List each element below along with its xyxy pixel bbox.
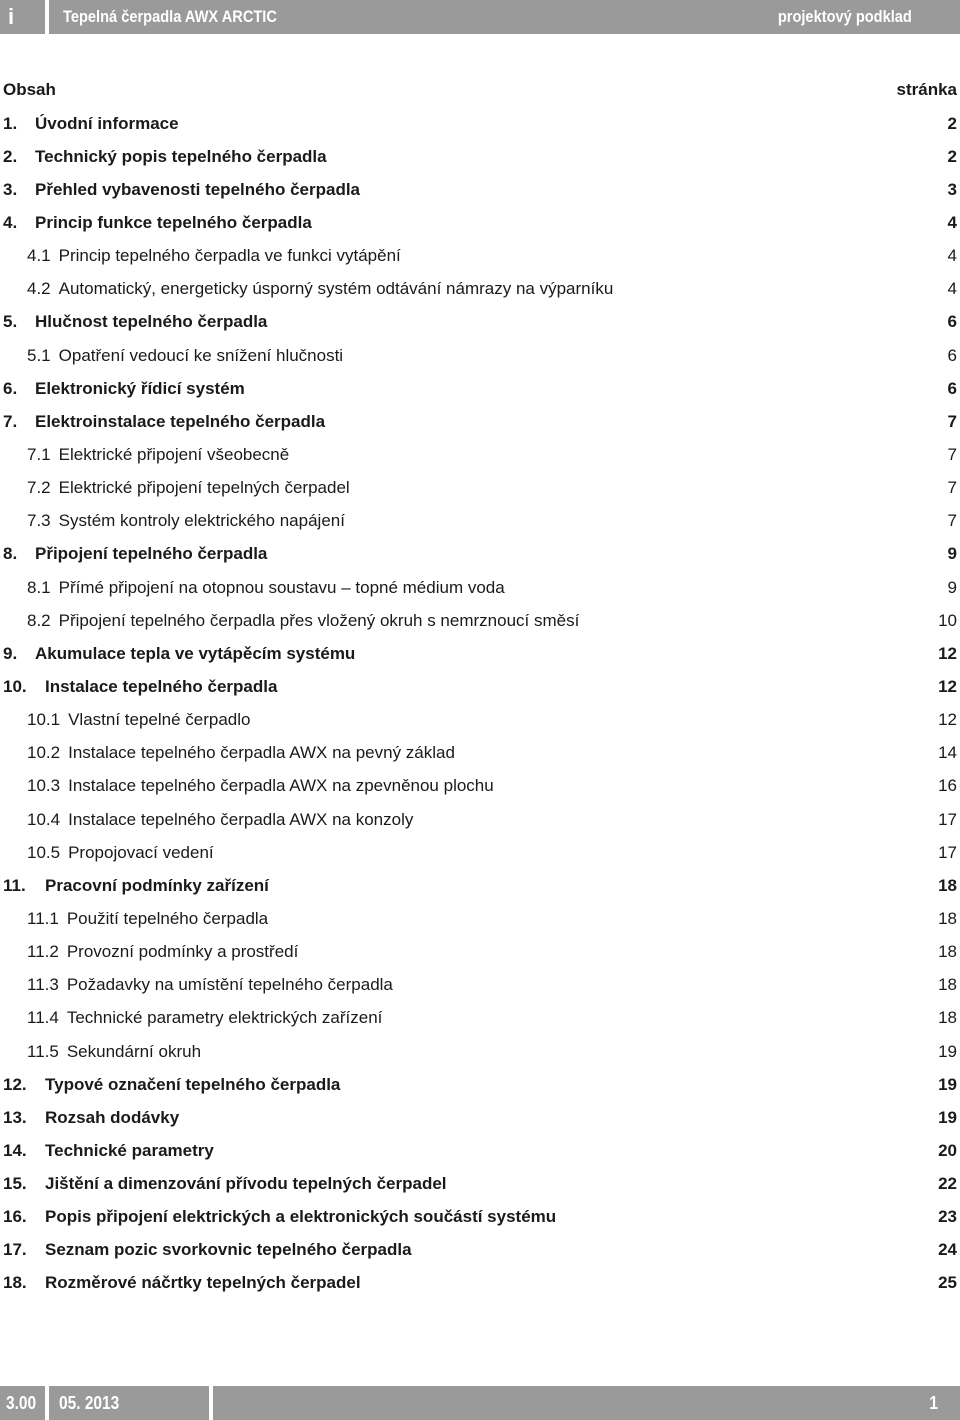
toc-entry-page: 6 — [947, 345, 957, 365]
toc-entry-title — [3, 1008, 382, 1028]
footer-version — [0, 1386, 45, 1420]
toc-entry-page: 19 — [938, 1041, 957, 1061]
toc-entry-label: Princip funkce tepelného čerpadla — [35, 212, 312, 232]
toc-entry-label: Vlastní tepelné čerpadlo — [68, 710, 251, 730]
toc-entry-label: Technický popis tepelného čerpadla — [35, 146, 327, 166]
toc-entry-title — [3, 1042, 201, 1062]
toc-entry-number: 9. — [3, 643, 18, 663]
toc-entry-page: 3 — [947, 179, 957, 199]
toc-entry-title — [3, 710, 251, 730]
toc-entry-number: 11. — [3, 875, 26, 895]
toc-entry-number: 7.1 — [27, 444, 51, 464]
toc-entry[interactable] — [3, 670, 957, 703]
info-icon — [0, 0, 45, 34]
toc-entry-label: Elektrické připojení tepelných čerpadel — [58, 478, 350, 498]
toc-entry-number: 11.1 — [27, 908, 59, 928]
toc-entry-number: 3. — [3, 179, 18, 199]
toc-entry[interactable] — [3, 240, 957, 273]
toc-entry-title — [3, 1075, 340, 1095]
toc-entry-page: 19 — [938, 1074, 957, 1094]
toc-entry-title — [3, 843, 214, 863]
toc-entry-title — [3, 279, 613, 299]
toc-entry-label: Akumulace tepla ve vytápěcím systému — [35, 643, 356, 663]
toc-entry-page: 14 — [938, 743, 957, 763]
toc-entry[interactable] — [3, 405, 957, 438]
toc-entry[interactable] — [3, 637, 957, 670]
footer-page-text: 1 — [929, 1393, 938, 1413]
toc-entry-number: 7.2 — [27, 478, 51, 498]
footer-date-text: 05. 2013 — [59, 1393, 120, 1413]
toc-entry-page: 12 — [938, 710, 957, 730]
toc-entry[interactable] — [3, 438, 957, 471]
toc-entry-page: 9 — [947, 544, 957, 564]
toc-entry-page: 4 — [947, 279, 957, 299]
toc-entry-number: 16. — [3, 1207, 27, 1227]
toc-entry-page: 12 — [938, 643, 957, 663]
toc-entry-number: 1. — [3, 113, 18, 133]
toc-entry[interactable] — [3, 737, 957, 770]
toc-entry[interactable] — [3, 1234, 957, 1267]
document-type: projektový podklad — [777, 7, 912, 26]
toc-entry-title — [3, 743, 455, 763]
toc-entry-page: 18 — [938, 908, 957, 928]
toc-entry-label: Připojení tepelného čerpadla — [35, 544, 268, 564]
toc-entry-label: Sekundární okruh — [66, 1041, 202, 1061]
toc-entry[interactable] — [3, 173, 957, 206]
toc-entry-title — [3, 478, 350, 498]
toc-entry-number: 2. — [3, 146, 18, 166]
toc-entry-number: 15. — [3, 1174, 27, 1194]
toc-entry-page: 7 — [947, 411, 957, 431]
toc-entry-page: 4 — [947, 212, 957, 232]
toc-entry-label: Instalace tepelného čerpadla AWX na konzoly — [68, 809, 414, 829]
toc-entry-number: 4.1 — [27, 246, 51, 266]
toc-entry-title — [3, 346, 343, 366]
toc-entry[interactable] — [3, 1035, 957, 1068]
toc-entry-label: Propojovací vedení — [68, 842, 214, 862]
toc-entry-title — [3, 1174, 447, 1194]
toc-entry-label: Elektronický řídicí systém — [35, 378, 245, 398]
toc-entry-number: 7. — [3, 411, 18, 431]
toc-entry[interactable] — [3, 1068, 957, 1101]
toc-entry-title — [3, 213, 312, 233]
toc-entry-label: Provozní podmínky a prostředí — [66, 942, 299, 962]
toc-entry-label: Požadavky na umístění tepelného čerpadla — [66, 975, 393, 995]
toc-entry-number: 12. — [3, 1074, 27, 1094]
toc-entry-title — [3, 445, 289, 465]
toc-entry-page: 2 — [947, 146, 957, 166]
toc-entry-number: 10.4 — [27, 809, 61, 829]
toc-entry-number: 8.1 — [27, 577, 51, 597]
info-icon-letter: i — [8, 4, 15, 29]
toc-entry-title — [3, 644, 355, 664]
toc-entry-label: Instalace tepelného čerpadla AWX na pevný základ — [68, 743, 455, 763]
toc-entry[interactable] — [3, 969, 957, 1002]
toc-entry-page: 25 — [938, 1273, 957, 1293]
toc-entry[interactable] — [3, 902, 957, 935]
toc-entry-title — [3, 942, 298, 962]
footer-date — [49, 1386, 209, 1420]
toc-entry-page: 19 — [938, 1107, 957, 1127]
toc-entry[interactable] — [3, 803, 957, 836]
toc-entry[interactable] — [3, 1002, 957, 1035]
toc-entry-label: Připojení tepelného čerpadla přes vložený okruh s nemrznoucí směsí — [58, 610, 580, 630]
toc-entry-title — [3, 1207, 556, 1227]
footer-page-number — [213, 1386, 960, 1420]
toc-heading: Obsah — [3, 80, 56, 99]
toc-entry-label: Úvodní informace — [35, 113, 179, 133]
toc-entry-label: Hlučnost tepelného čerpadla — [35, 312, 268, 332]
table-of-contents — [3, 107, 957, 1300]
toc-entry[interactable] — [3, 836, 957, 869]
toc-entry-page: 22 — [938, 1174, 957, 1194]
toc-entry-title — [3, 246, 401, 266]
toc-entry-page: 23 — [938, 1207, 957, 1227]
toc-entry-label: Přímé připojení na otopnou soustavu – topné médium voda — [58, 577, 505, 597]
toc-entry-title — [3, 1240, 412, 1260]
toc-entry[interactable] — [3, 107, 957, 140]
toc-entry-number: 18. — [3, 1273, 27, 1293]
toc-entry[interactable] — [3, 770, 957, 803]
toc-entry-title — [3, 312, 267, 332]
toc-entry[interactable] — [3, 571, 957, 604]
toc-entry-title — [3, 412, 325, 432]
toc-header — [3, 80, 957, 104]
toc-entry-label: Popis připojení elektrických a elektronických součástí systému — [45, 1207, 557, 1227]
toc-entry-number: 11.2 — [27, 942, 59, 962]
toc-entry-number: 4.2 — [27, 279, 51, 299]
toc-entry-title — [3, 147, 327, 167]
toc-entry[interactable] — [3, 1101, 957, 1134]
toc-entry-title — [3, 379, 245, 399]
toc-entry-page: 18 — [938, 875, 957, 895]
toc-entry-label: Jištění a dimenzování přívodu tepelných čerpadel — [45, 1174, 447, 1194]
toc-entry[interactable] — [3, 1201, 957, 1234]
toc-page-heading: stránka — [896, 80, 957, 99]
toc-entry-title — [3, 1141, 214, 1161]
toc-entry-page: 2 — [947, 113, 957, 133]
toc-entry-number: 10.1 — [27, 710, 61, 730]
toc-entry-page: 6 — [947, 312, 957, 332]
toc-entry-number: 17. — [3, 1240, 27, 1260]
toc-entry[interactable] — [3, 206, 957, 239]
toc-entry-title — [3, 975, 393, 995]
toc-entry-title — [3, 611, 579, 631]
toc-entry-title — [3, 1108, 179, 1128]
toc-entry[interactable] — [3, 306, 957, 339]
toc-entry-label: Opatření vedoucí ke snížení hlučnosti — [58, 345, 344, 365]
toc-entry[interactable] — [3, 704, 957, 737]
toc-entry-label: Seznam pozic svorkovnic tepelného čerpadla — [45, 1240, 412, 1260]
toc-entry-page: 9 — [947, 577, 957, 597]
toc-entry-label: Rozměrové náčrtky tepelných čerpadel — [45, 1273, 361, 1293]
toc-entry-number: 5. — [3, 312, 18, 332]
toc-entry-number: 5.1 — [27, 345, 51, 365]
toc-entry-page: 7 — [947, 478, 957, 498]
toc-entry-page: 16 — [938, 776, 957, 796]
toc-entry-title — [3, 677, 277, 697]
toc-entry[interactable] — [3, 505, 957, 538]
toc-entry-label: Přehled vybavenosti tepelného čerpadla — [35, 179, 361, 199]
toc-entry[interactable] — [3, 339, 957, 372]
toc-entry-page: 18 — [938, 975, 957, 995]
toc-entry-number: 14. — [3, 1140, 27, 1160]
toc-entry[interactable] — [3, 936, 957, 969]
toc-entry-page: 10 — [938, 610, 957, 630]
toc-entry-title — [3, 1273, 361, 1293]
toc-entry-number: 10.5 — [27, 842, 61, 862]
toc-entry-page: 4 — [947, 246, 957, 266]
toc-entry-number: 10.2 — [27, 743, 61, 763]
toc-entry-page: 17 — [938, 809, 957, 829]
toc-entry-label: Instalace tepelného čerpadla — [45, 676, 278, 696]
toc-entry-title — [3, 876, 269, 896]
toc-entry[interactable] — [3, 1134, 957, 1167]
toc-entry-number: 10.3 — [27, 776, 61, 796]
toc-entry-label: Pracovní podmínky zařízení — [45, 875, 269, 895]
toc-entry-page: 12 — [938, 676, 957, 696]
toc-entry[interactable] — [3, 1267, 957, 1300]
toc-entry[interactable] — [3, 273, 957, 306]
toc-entry-number: 13. — [3, 1107, 27, 1127]
toc-entry-label: Rozsah dodávky — [45, 1107, 180, 1127]
footer-version-text: 3.00 — [6, 1393, 37, 1413]
toc-entry-page: 18 — [938, 1008, 957, 1028]
toc-entry-label: Použití tepelného čerpadla — [66, 908, 269, 928]
toc-entry-page: 6 — [947, 378, 957, 398]
toc-entry-page: 7 — [947, 511, 957, 531]
toc-entry-title — [3, 180, 360, 200]
toc-entry-title — [3, 114, 179, 134]
toc-entry-page: 24 — [938, 1240, 957, 1260]
toc-entry-number: 11.5 — [27, 1041, 59, 1061]
toc-entry-label: Typové označení tepelného čerpadla — [45, 1074, 341, 1094]
toc-entry-label: Elektroinstalace tepelného čerpadla — [35, 411, 326, 431]
toc-entry-label: Systém kontroly elektrického napájení — [58, 511, 345, 531]
toc-entry-number: 11.4 — [27, 1008, 59, 1028]
toc-entry-label: Technické parametry — [45, 1140, 214, 1160]
toc-entry-number: 8. — [3, 544, 18, 564]
toc-entry-title — [3, 578, 505, 598]
toc-entry-label: Elektrické připojení všeobecně — [58, 444, 290, 464]
toc-entry-page: 20 — [938, 1140, 957, 1160]
toc-entry[interactable] — [3, 604, 957, 637]
toc-entry-page: 7 — [947, 444, 957, 464]
toc-entry-number: 8.2 — [27, 610, 51, 630]
header-bar — [49, 0, 960, 34]
toc-entry-number: 4. — [3, 212, 18, 232]
toc-entry-label: Princip tepelného čerpadla ve funkci vytápění — [58, 246, 401, 266]
toc-entry-number: 6. — [3, 378, 18, 398]
toc-entry[interactable] — [3, 140, 957, 173]
toc-entry-label: Automatický, energeticky úsporný systém odtávání námrazy na výparníku — [58, 279, 614, 299]
toc-entry[interactable] — [3, 472, 957, 505]
toc-entry[interactable] — [3, 372, 957, 405]
toc-entry-title — [3, 511, 345, 531]
toc-entry[interactable] — [3, 1168, 957, 1201]
toc-entry[interactable] — [3, 538, 957, 571]
toc-entry-page: 17 — [938, 842, 957, 862]
toc-entry-title — [3, 810, 413, 830]
toc-entry-number: 10. — [3, 676, 27, 696]
toc-entry-number: 7.3 — [27, 511, 51, 531]
toc-entry-title — [3, 909, 268, 929]
toc-entry[interactable] — [3, 869, 957, 902]
toc-entry-title — [3, 776, 494, 796]
toc-entry-number: 11.3 — [27, 975, 59, 995]
toc-entry-label: Technické parametry elektrických zařízení — [66, 1008, 383, 1028]
toc-entry-label: Instalace tepelného čerpadla AWX na zpevněnou plochu — [68, 776, 494, 796]
toc-entry-page: 18 — [938, 942, 957, 962]
document-title: Tepelná čerpadla AWX ARCTIC — [63, 7, 277, 26]
toc-entry-title — [3, 544, 267, 564]
